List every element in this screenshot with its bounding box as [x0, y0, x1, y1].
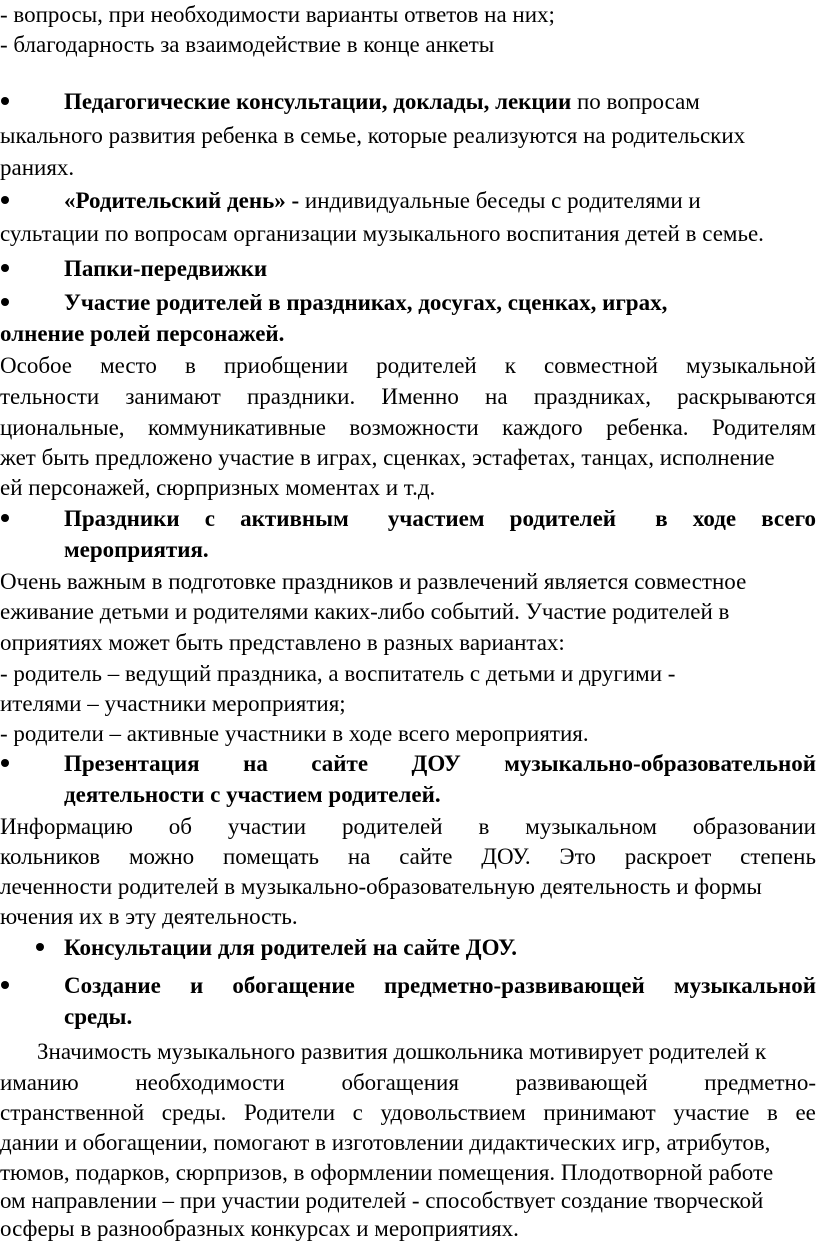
bullet-icon [1, 981, 9, 989]
para-2-line-1: Очень важным в подготовке праздников и развлечений является совместное [0, 569, 747, 594]
para-1-line-4: жет быть предложено участие в играх, сценках, эстафетах, танцах, исполнение [0, 445, 775, 470]
bullet-1-line-3: раниях. [0, 155, 75, 180]
bullet-8-line-2: среды. [64, 1004, 133, 1029]
para-1-line-2: тельности занимают праздники. Именно на праздниках, раскрываются [0, 384, 816, 409]
bullet-5-line-1: Праздники с активным участием родителей в ходе всего [64, 506, 816, 531]
bullet-icon [1, 97, 9, 105]
bullet-7-line-1: Консультации для родителей на сайте ДОУ. [64, 935, 518, 960]
intro-line-1: - вопросы, при необходимости варианты ответов на них; [0, 2, 555, 27]
bullet-icon [36, 943, 44, 951]
para-1-line-1: Особое место в приобщении родителей к совместной музыкальной [0, 353, 816, 378]
bullet-2-line-2: сультации по вопросам организации музыкального воспитания детей в семье. [0, 221, 764, 246]
bullet-4-line-1: Участие родителей в праздниках, досугах, сценках, играх, [64, 290, 668, 315]
bullet-8-line-1: Создание и обогащение предметно-развивающей музыкальной [64, 973, 816, 998]
para-4-line-3: странственной среды. Родители с удовольствием принимают участие в ее [0, 1100, 816, 1125]
bullet-icon [1, 196, 9, 204]
bullet-5-line-2: мероприятия. [64, 537, 209, 562]
bullet-2-line-1: «Родительский день» - индивидуальные беседы с родителями и [64, 188, 701, 213]
para-3-line-1: Информацию об участии родителей в музыкальном образовании [0, 814, 816, 839]
bullet-4-line-2: олнение ролей персонажей. [0, 321, 285, 346]
para-1-line-5: ей персонажей, сюрпризных моментах и т.д. [0, 475, 436, 500]
para-4-line-2: иманию необходимости обогащения развивающей предметно- [0, 1070, 816, 1095]
para-2-line-3: оприятиях может быть представлено в разных вариантах: [0, 630, 565, 655]
para-4-line-1: Значимость музыкального развития дошкольника мотивирует родителей к [37, 1039, 767, 1064]
bullet-icon [1, 514, 9, 522]
bullet-icon [1, 264, 9, 272]
bullet-6-line-2: деятельности с участием родителей. [64, 782, 441, 807]
bullet-icon [1, 298, 9, 306]
para-3-line-4: ючения их в эту деятельность. [0, 904, 298, 929]
bullet-6-line-1: Презентация на сайте ДОУ музыкально-образовательной [64, 751, 816, 776]
para-4-line-6: ом направлении – при участии родителей - способствует создание творческой [0, 1188, 764, 1213]
para-3-line-3: леченности родителей в музыкально-образовательную деятельность и формы [0, 874, 762, 899]
para-2-line-2: еживание детьми и родителями каких-либо событий. Участие родителей в [0, 599, 730, 624]
para-4-line-4: дании и обогащении, помогают в изготовлении дидактических игр, атрибутов, [0, 1130, 771, 1155]
bullet-icon [1, 759, 9, 767]
para-4-line-7: осферы в разнообразных конкурсах и мероприятиях. [0, 1216, 519, 1241]
bullet-3-line-1: Папки-передвижки [64, 256, 268, 281]
intro-line-2: - благодарность за взаимодействие в конце анкеты [0, 32, 495, 57]
bullet-1-line-1: Педагогические консультации, доклады, лекции по вопросам [64, 89, 700, 114]
para-4-line-5: тюмов, подарков, сюрпризов, в оформлении помещения. Плодотворной работе [0, 1160, 774, 1185]
para-1-line-3: циональные, коммуникативные возможности каждого ребенка. Родителям [0, 415, 816, 440]
para-2-line-4: - родитель – ведущий праздника, а воспитатель с детьми и другими - [0, 661, 676, 686]
para-2-line-6: - родители – активные участники в ходе всего мероприятия. [0, 721, 589, 746]
bullet-1-line-2: ыкального развития ребенка в семье, которые реализуются на родительских [0, 123, 746, 148]
para-2-line-5: ителями – участники мероприятия; [0, 691, 346, 716]
para-3-line-2: кольников можно помещать на сайте ДОУ. Это раскроет степень [0, 844, 816, 869]
